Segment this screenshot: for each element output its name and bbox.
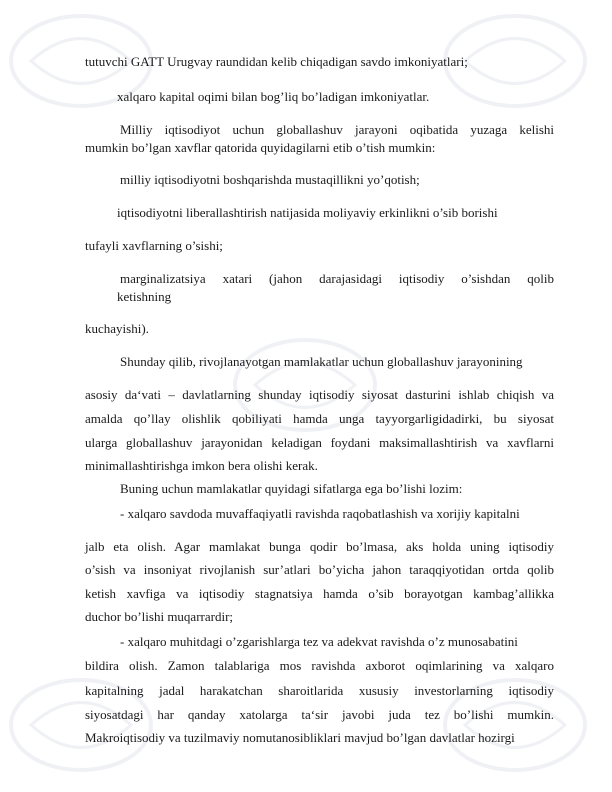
text-line: duchor bo’lishi muqarrardir;	[85, 609, 234, 624]
text-line: Makroiqtisodiy va tuzilmaviy nomutanosibliklari mavjud bo’lgan davlatlar hozirgi	[85, 730, 515, 745]
text-line: xalqaro kapital oqimi bilan bog’liq bo’ladigan imkoniyatlar.	[117, 89, 430, 104]
text-line: amalda qo’llay olishlik qobiliyati hamda unga tayyorgarligidadirki, bu siyosat	[85, 411, 554, 426]
text-line: ularga globallashuv jarayonidan keladigan foydani maksimallashtirish va xavflarni	[85, 435, 554, 450]
text-line: asosiy da‘vati – davlatlarning shunday iqtisodiy siyosat dasturini ishlab chiqish va	[85, 387, 554, 402]
text-line: Milliy iqtisodiyot uchun globallashuv jarayoni oqibatida yuzaga kelishi	[120, 122, 554, 137]
text-line: tutuvchi GATT Urugvay raundidan kelib chiqadigan savdo imkoniyatlari;	[85, 54, 468, 69]
text-line: tufayli xavflarning o’sishi;	[85, 238, 223, 253]
text-line: marginalizatsiya xatari (jahon darajasidagi iqtisodiy o’sishdan qolib	[120, 271, 554, 286]
text-line: - xalqaro savdoda muvaffaqiyatli ravishda raqobatlashish va xorijiy kapitalni	[120, 506, 520, 521]
text-line: siyosatdagi har qanday xatolarga ta‘sir javobi juda tez bo’lishi mumkin.	[85, 707, 554, 722]
text-line: mumkin bo’lgan xavflar qatorida quyidagilarni etib o’tish mumkin:	[85, 140, 436, 155]
text-line: kapitalning jadal harakatchan sharoitlarida xususiy investorlarning iqtisodiy	[85, 683, 554, 698]
text-line: - xalqaro muhitdagi o’zgarishlarga tez va adekvat ravishda o’z munosabatini	[120, 634, 518, 649]
text-line: o’sish va insoniyat rivojlanish sur’atlari bo’yicha jahon taraqqiyotidan ortda qolib	[85, 562, 554, 577]
text-line: ketishning	[117, 289, 172, 304]
text-line: milliy iqtisodiyotni boshqarishda mustaqillikni yo’qotish;	[120, 172, 420, 187]
text-line: kuchayishi).	[85, 321, 149, 336]
text-line: iqtisodiyotni liberallashtirish natijasida moliyaviy erkinlikni o’sib borishi	[117, 205, 498, 220]
text-line: jalb eta olish. Agar mamlakat bunga qodir bo’lmasa, aks holda uning iqtisodiy	[85, 539, 554, 554]
text-line: ketish xavfiga va iqtisodiy stagnatsiya hamda o’sib borayotgan kambag’allikka	[85, 586, 554, 601]
text-line: bildira olish. Zamon talablariga mos ravishda axborot oqimlarining va xalqaro	[85, 658, 554, 673]
text-line: Buning uchun mamlakatlar quyidagi sifatlarga ega bo’lishi lozim:	[120, 481, 463, 496]
text-line: minimallashtirishga imkon bera olishi kerak.	[85, 458, 318, 473]
text-line: Shunday qilib, rivojlanayotgan mamlakatlar uchun globallashuv jarayonining	[120, 354, 523, 369]
